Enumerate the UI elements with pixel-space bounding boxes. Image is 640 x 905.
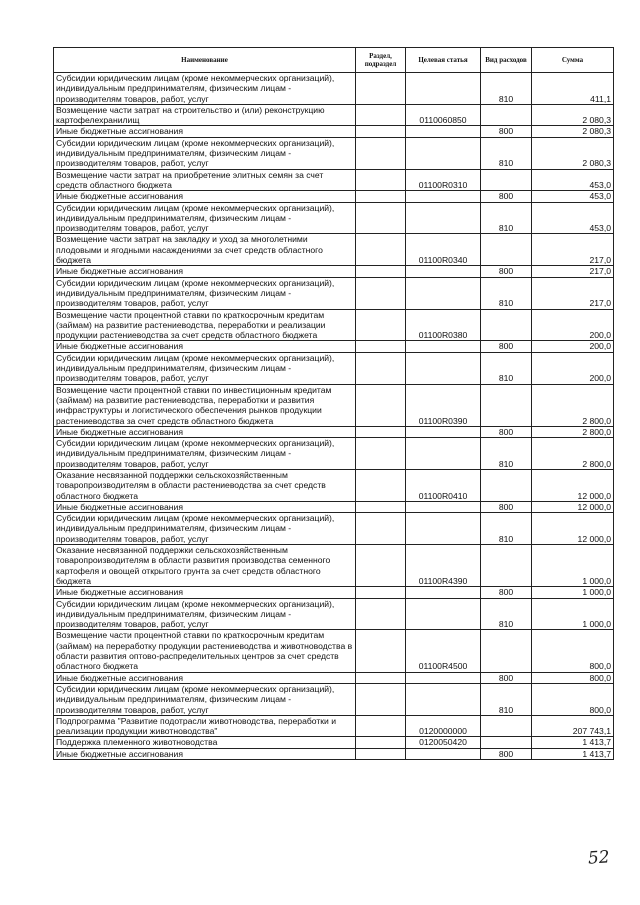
row-section-cell (356, 426, 406, 437)
row-sum-cell: 217,0 (532, 234, 614, 266)
row-sum-cell: 2 080,3 (532, 104, 614, 126)
table-row (54, 191, 614, 202)
row-kind-cell: 810 (481, 438, 532, 470)
row-target-cell (406, 137, 481, 169)
row-kind-cell: 810 (481, 513, 532, 545)
table-row (54, 715, 614, 737)
table-row (54, 169, 614, 191)
row-name-cell: Возмещение части процентной ставки по инвестиционным кредитам (займам) на развитие растениеводства, переработки и развития инфраструктуры и логистического обеспечения рынков продукции растениеводства за счет средств областного бюджета (54, 384, 356, 426)
row-section-cell (356, 191, 406, 202)
table-row (54, 426, 614, 437)
table-row (54, 438, 614, 470)
row-kind-cell (481, 630, 532, 672)
row-kind-cell (481, 384, 532, 426)
row-section-cell (356, 737, 406, 748)
row-section-cell (356, 234, 406, 266)
row-target-cell: 0120050420 (406, 737, 481, 748)
row-section-cell (356, 683, 406, 715)
row-sum-cell: 2 800,0 (532, 438, 614, 470)
row-target-cell (406, 202, 481, 234)
row-kind-cell: 800 (481, 501, 532, 512)
row-name-cell: Оказание несвязанной поддержки сельскохозяйственным товаропроизводителям в области развития производства семенного картофеля и овощей открытого грунта за счет средств областного бюджета (54, 545, 356, 587)
row-sum-cell: 800,0 (532, 683, 614, 715)
table-body (54, 73, 614, 760)
row-target-cell (406, 426, 481, 437)
row-name-cell: Субсидии юридическим лицам (кроме некоммерческих организаций), индивидуальным предпринимателям, физическим лицам - производителям товаров, работ, услуг (54, 513, 356, 545)
table-row (54, 737, 614, 748)
row-target-cell (406, 598, 481, 630)
row-kind-cell: 800 (481, 587, 532, 598)
row-section-cell (356, 277, 406, 309)
row-section-cell (356, 309, 406, 341)
row-kind-cell (481, 234, 532, 266)
row-target-cell (406, 683, 481, 715)
row-target-cell: 01100R0410 (406, 469, 481, 501)
row-sum-cell: 453,0 (532, 169, 614, 191)
row-section-cell (356, 715, 406, 737)
table-row (54, 630, 614, 672)
row-target-cell: 01100R0340 (406, 234, 481, 266)
row-kind-cell (481, 715, 532, 737)
row-target-cell (406, 266, 481, 277)
row-target-cell (406, 501, 481, 512)
row-section-cell (356, 501, 406, 512)
row-name-cell: Иные бюджетные ассигнования (54, 748, 356, 759)
table-row (54, 587, 614, 598)
budget-table (53, 47, 614, 760)
header-sum: Сумма (532, 48, 614, 73)
table-row (54, 234, 614, 266)
table-row (54, 266, 614, 277)
table-row (54, 126, 614, 137)
table-row (54, 501, 614, 512)
row-name-cell: Субсидии юридическим лицам (кроме некоммерческих организаций), индивидуальным предпринимателям, физическим лицам - производителям товаров, работ, услуг (54, 683, 356, 715)
row-target-cell (406, 587, 481, 598)
row-section-cell (356, 126, 406, 137)
row-target-cell: 01100R0310 (406, 169, 481, 191)
row-target-cell (406, 341, 481, 352)
row-sum-cell: 200,0 (532, 309, 614, 341)
row-sum-cell: 1 000,0 (532, 545, 614, 587)
row-sum-cell: 800,0 (532, 672, 614, 683)
row-kind-cell (481, 104, 532, 126)
table-row (54, 352, 614, 384)
row-target-cell (406, 126, 481, 137)
row-kind-cell (481, 545, 532, 587)
row-sum-cell: 12 000,0 (532, 501, 614, 512)
row-section-cell (356, 384, 406, 426)
row-kind-cell: 800 (481, 191, 532, 202)
table-row (54, 384, 614, 426)
table-row (54, 672, 614, 683)
row-sum-cell: 411,1 (532, 73, 614, 105)
table-row (54, 309, 614, 341)
table-row (54, 73, 614, 105)
row-kind-cell (481, 169, 532, 191)
row-sum-cell: 1 000,0 (532, 598, 614, 630)
row-kind-cell: 810 (481, 277, 532, 309)
row-sum-cell: 12 000,0 (532, 513, 614, 545)
row-sum-cell: 453,0 (532, 191, 614, 202)
table-row (54, 513, 614, 545)
row-kind-cell: 800 (481, 341, 532, 352)
row-name-cell: Иные бюджетные ассигнования (54, 587, 356, 598)
row-name-cell: Оказание несвязанной поддержки сельскохозяйственным товаропроизводителям в области растениеводства за счет средств областного бюджета (54, 469, 356, 501)
row-name-cell: Субсидии юридическим лицам (кроме некоммерческих организаций), индивидуальным предпринимателям, физическим лицам - производителям товаров, работ, услуг (54, 438, 356, 470)
row-target-cell (406, 438, 481, 470)
row-sum-cell: 200,0 (532, 352, 614, 384)
row-name-cell: Возмещение части процентной ставки по краткосрочным кредитам (займам) на развитие растениеводства, переработки и реализации продукции растениеводства за счет средств областного бюджета (54, 309, 356, 341)
row-kind-cell: 810 (481, 683, 532, 715)
row-target-cell (406, 672, 481, 683)
row-section-cell (356, 587, 406, 598)
row-sum-cell: 2 800,0 (532, 426, 614, 437)
row-section-cell (356, 672, 406, 683)
row-name-cell: Поддержка племенного животноводства (54, 737, 356, 748)
row-kind-cell: 810 (481, 73, 532, 105)
row-section-cell (356, 598, 406, 630)
row-target-cell: 0120000000 (406, 715, 481, 737)
table-row (54, 545, 614, 587)
row-target-cell (406, 352, 481, 384)
row-sum-cell: 453,0 (532, 202, 614, 234)
row-section-cell (356, 513, 406, 545)
row-sum-cell: 2 080,3 (532, 126, 614, 137)
row-section-cell (356, 545, 406, 587)
row-name-cell: Иные бюджетные ассигнования (54, 126, 356, 137)
row-kind-cell (481, 469, 532, 501)
row-section-cell (356, 352, 406, 384)
row-target-cell: 01100R0380 (406, 309, 481, 341)
table-row (54, 469, 614, 501)
row-name-cell: Возмещение части процентной ставки по краткосрочным кредитам (займам) на переработку продукции растениеводства и животноводства в области развития оптово-распределительных центров за счет средств областного бюджета (54, 630, 356, 672)
row-sum-cell: 217,0 (532, 277, 614, 309)
table-row (54, 104, 614, 126)
row-name-cell: Иные бюджетные ассигнования (54, 672, 356, 683)
table-row (54, 277, 614, 309)
row-kind-cell: 800 (481, 748, 532, 759)
row-name-cell: Возмещение части затрат на строительство и (или) реконструкцию картофелехранилищ (54, 104, 356, 126)
row-kind-cell (481, 737, 532, 748)
row-section-cell (356, 169, 406, 191)
row-name-cell: Возмещение части затрат на приобретение элитных семян за счет средств областного бюджета (54, 169, 356, 191)
row-name-cell: Субсидии юридическим лицам (кроме некоммерческих организаций), индивидуальным предпринимателям, физическим лицам - производителям товаров, работ, услуг (54, 598, 356, 630)
row-sum-cell: 800,0 (532, 630, 614, 672)
row-sum-cell: 200,0 (532, 341, 614, 352)
row-kind-cell: 800 (481, 266, 532, 277)
table-row (54, 683, 614, 715)
row-name-cell: Субсидии юридическим лицам (кроме некоммерческих организаций), индивидуальным предпринимателям, физическим лицам - производителям товаров, работ, услуг (54, 277, 356, 309)
row-section-cell (356, 748, 406, 759)
table-row (54, 748, 614, 759)
row-sum-cell: 2 080,3 (532, 137, 614, 169)
row-section-cell (356, 630, 406, 672)
row-sum-cell: 1 413,7 (532, 737, 614, 748)
row-target-cell (406, 748, 481, 759)
row-target-cell: 01100R4390 (406, 545, 481, 587)
row-sum-cell: 207 743,1 (532, 715, 614, 737)
row-name-cell: Субсидии юридическим лицам (кроме некоммерческих организаций), индивидуальным предпринимателям, физическим лицам - производителям товаров, работ, услуг (54, 202, 356, 234)
row-kind-cell: 810 (481, 352, 532, 384)
row-name-cell: Иные бюджетные ассигнования (54, 266, 356, 277)
row-kind-cell: 810 (481, 202, 532, 234)
table-row (54, 598, 614, 630)
row-sum-cell: 1 413,7 (532, 748, 614, 759)
row-target-cell (406, 191, 481, 202)
row-section-cell (356, 438, 406, 470)
row-kind-cell: 810 (481, 598, 532, 630)
row-target-cell (406, 277, 481, 309)
row-name-cell: Подпрограмма "Развитие подотрасли животноводства, переработки и реализации продукции животноводства" (54, 715, 356, 737)
table-row (54, 137, 614, 169)
row-kind-cell: 800 (481, 126, 532, 137)
table-header-row (54, 48, 614, 73)
row-target-cell: 01100R4500 (406, 630, 481, 672)
row-sum-cell: 1 000,0 (532, 587, 614, 598)
row-kind-cell (481, 309, 532, 341)
header-target: Целевая статья (406, 48, 481, 73)
row-target-cell: 0110060850 (406, 104, 481, 126)
table-row (54, 341, 614, 352)
row-name-cell: Иные бюджетные ассигнования (54, 341, 356, 352)
row-target-cell: 01100R0390 (406, 384, 481, 426)
row-target-cell (406, 513, 481, 545)
header-kind: Вид расходов (481, 48, 532, 73)
row-name-cell: Иные бюджетные ассигнования (54, 191, 356, 202)
row-section-cell (356, 266, 406, 277)
row-kind-cell: 800 (481, 426, 532, 437)
row-section-cell (356, 73, 406, 105)
row-section-cell (356, 341, 406, 352)
row-kind-cell: 810 (481, 137, 532, 169)
row-section-cell (356, 137, 406, 169)
row-name-cell: Возмещение части затрат на закладку и уход за многолетними плодовыми и ягодными насаждениями за счет средств областного бюджета (54, 234, 356, 266)
row-name-cell: Субсидии юридическим лицам (кроме некоммерческих организаций), индивидуальным предпринимателям, физическим лицам - производителям товаров, работ, услуг (54, 73, 356, 105)
row-section-cell (356, 469, 406, 501)
row-name-cell: Субсидии юридическим лицам (кроме некоммерческих организаций), индивидуальным предпринимателям, физическим лицам - производителям товаров, работ, услуг (54, 352, 356, 384)
table-row (54, 202, 614, 234)
row-name-cell: Иные бюджетные ассигнования (54, 501, 356, 512)
header-name: Наименование (54, 48, 356, 73)
row-sum-cell: 217,0 (532, 266, 614, 277)
row-target-cell (406, 73, 481, 105)
row-kind-cell: 800 (481, 672, 532, 683)
handwritten-page-number: 52 (587, 847, 611, 869)
row-name-cell: Иные бюджетные ассигнования (54, 426, 356, 437)
header-section: Раздел, подраздел (356, 48, 406, 73)
row-sum-cell: 12 000,0 (532, 469, 614, 501)
row-sum-cell: 2 800,0 (532, 384, 614, 426)
row-section-cell (356, 202, 406, 234)
row-name-cell: Субсидии юридическим лицам (кроме некоммерческих организаций), индивидуальным предпринимателям, физическим лицам - производителям товаров, работ, услуг (54, 137, 356, 169)
row-section-cell (356, 104, 406, 126)
